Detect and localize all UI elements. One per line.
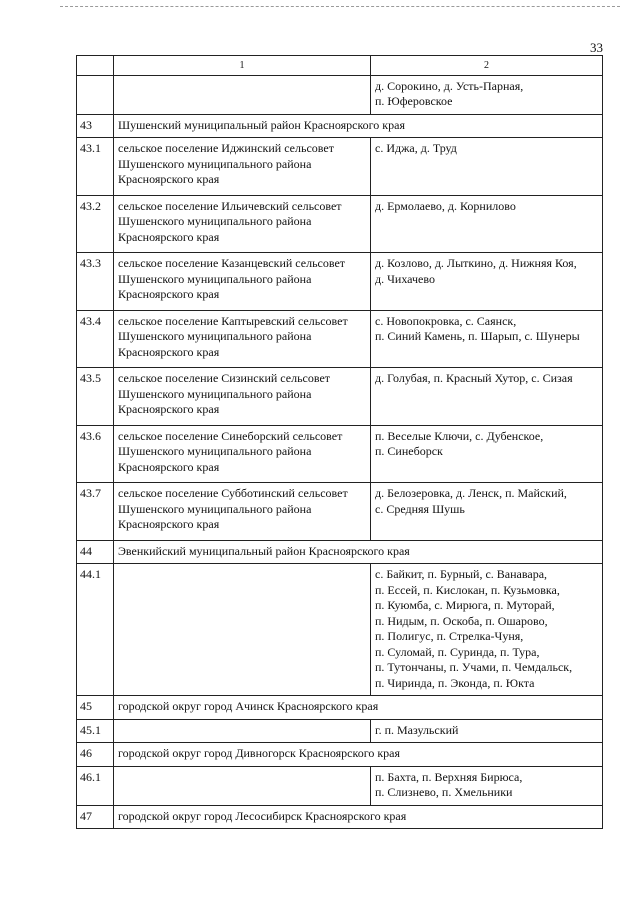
settlement-list-line: д. Белозеровка, д. Ленск, п. Майский, (375, 486, 567, 500)
table-row (77, 483, 603, 541)
settlement-list-line: п. Юферовское (375, 94, 453, 108)
municipality-name-line: Шушенского муниципального района (118, 156, 312, 171)
settlement-list-line: п. Синий Камень, п. Шарып, с. Шунеры (375, 329, 580, 343)
table-row (77, 138, 603, 196)
municipality-name-line: Шушенского муниципального района (118, 271, 312, 286)
municipality-name-line: Красноярского края (118, 344, 220, 359)
settlements-cell (371, 766, 603, 805)
header-cell-col2: 2 (371, 56, 603, 76)
row-number-cell: 43 (77, 114, 114, 138)
municipality-name-cell (114, 564, 371, 696)
settlement-list-line: п. Тутончаны, п. Учами, п. Чемдальск, (375, 660, 573, 674)
settlement-list-line: с. Байкит, п. Бурный, с. Ванавара, (375, 567, 548, 581)
table-row (77, 75, 603, 114)
municipality-name-line: Красноярского края (118, 229, 220, 244)
municipality-heading-cell (114, 805, 603, 829)
municipality-name-line: сельское поселение Субботинский сельсовет (118, 486, 348, 500)
row-number-cell: 47 (77, 805, 114, 829)
settlement-list-line: д. Козлово, д. Лыткино, д. Нижняя Коя, (375, 256, 577, 270)
municipality-heading-cell (114, 540, 603, 564)
table-row (77, 540, 603, 564)
page-number: 33 (590, 40, 603, 55)
table-row (77, 114, 603, 138)
settlements-cell (371, 368, 603, 426)
row-number-cell: 43.3 (77, 253, 114, 311)
settlement-list-line: п. Веселые Ключи, с. Дубенское, (375, 428, 544, 443)
table-row (77, 696, 603, 720)
header-cell-number (77, 56, 114, 76)
row-number-cell: 46 (77, 743, 114, 767)
municipality-name-line: Красноярского края (118, 172, 220, 186)
settlements-cell (371, 138, 603, 196)
row-number-cell: 45 (77, 696, 114, 720)
municipality-name-line: сельское поселение Каптыревский сельсовет (118, 313, 348, 328)
row-number-cell: 44 (77, 540, 114, 564)
municipality-name-line: Красноярского края (118, 459, 220, 474)
row-number-cell (77, 75, 114, 114)
municipality-name-line: городской округ город Ачинск Красноярского края (118, 699, 379, 713)
municipality-name-line: сельское поселение Ильичевский сельсовет (118, 198, 342, 213)
settlement-list-line: п. Синеборск (375, 444, 443, 458)
settlement-list-line: п. Полигус, п. Стрелка-Чуня, (375, 629, 524, 643)
municipality-name-line: сельское поселение Иджинский сельсовет (118, 141, 334, 155)
municipality-heading-cell (114, 114, 603, 138)
settlements-cell (371, 310, 603, 368)
settlement-list-line: г. п. Мазульский (375, 722, 459, 737)
municipality-name-cell (114, 310, 371, 368)
row-number-cell: 43.6 (77, 425, 114, 483)
table-row (77, 805, 603, 829)
settlement-list-line: п. Суломай, п. Суринда, п. Тура, (375, 644, 540, 659)
settlement-list-line: д. Голубая, п. Красный Хутор, с. Сизая (375, 371, 573, 385)
municipality-name-line: Шушенского муниципального района (118, 214, 312, 228)
table-header-row (77, 56, 603, 76)
table-row (77, 564, 603, 696)
row-number-cell: 44.1 (77, 564, 114, 696)
municipality-name-line: Шушенского муниципального района (118, 501, 312, 516)
settlements-cell (371, 564, 603, 696)
settlements-table (76, 55, 603, 829)
settlements-cell (371, 253, 603, 311)
settlements-cell (371, 425, 603, 483)
settlement-list-line: п. Ессей, п. Кислокан, п. Кузьмовка, (375, 582, 560, 597)
settlement-list-line: с. Иджа, д. Труд (375, 141, 457, 155)
settlement-list-line: п. Куюмба, с. Мирюга, п. Муторай, (375, 598, 555, 612)
municipality-name-line: Красноярского края (118, 287, 220, 301)
row-number-cell: 43.7 (77, 483, 114, 541)
row-number-cell: 43.2 (77, 195, 114, 253)
municipality-name-cell (114, 195, 371, 253)
row-number-cell: 43.1 (77, 138, 114, 196)
row-number-cell: 43.5 (77, 368, 114, 426)
top-dashed-rule (60, 6, 620, 7)
settlements-cell (371, 719, 603, 743)
municipality-name-cell (114, 368, 371, 426)
municipality-name-cell (114, 253, 371, 311)
settlements-cell (371, 483, 603, 541)
table-row (77, 719, 603, 743)
municipality-name-line: сельское поселение Сизинский сельсовет (118, 371, 331, 385)
settlement-list-line: д. Сорокино, д. Усть-Парная, (375, 78, 524, 93)
table-row (77, 253, 603, 311)
table-row (77, 368, 603, 426)
municipality-name-line: городской округ город Лесосибирск Красноярского края (118, 808, 407, 823)
municipality-name-cell (114, 138, 371, 196)
row-number-cell: 46.1 (77, 766, 114, 805)
municipality-name-line: Красноярского края (118, 517, 220, 531)
municipality-name-cell (114, 75, 371, 114)
municipality-name-cell (114, 483, 371, 541)
settlement-list-line: д. Чихачево (375, 271, 435, 286)
settlement-list-line: п. Бахта, п. Верхняя Бирюса, (375, 769, 523, 784)
municipality-name-line: сельское поселение Казанцевский сельсовет (118, 256, 346, 270)
settlement-list-line: д. Ермолаево, д. Корнилово (375, 198, 516, 213)
municipality-heading-cell (114, 743, 603, 767)
settlement-list-line: п. Слизнево, п. Хмельники (375, 785, 513, 799)
municipality-heading-cell (114, 696, 603, 720)
row-number-cell: 45.1 (77, 719, 114, 743)
municipality-name-line: Шушенского муниципального района (118, 444, 312, 458)
table-row (77, 425, 603, 483)
table-row (77, 766, 603, 805)
settlements-cell (371, 75, 603, 114)
header-cell-col1: 1 (114, 56, 371, 76)
municipality-name-line: Эвенкийский муниципальный район Красноярского края (118, 543, 410, 558)
municipality-name-cell (114, 425, 371, 483)
settlement-list-line: п. Чиринда, п. Эконда, п. Юкта (375, 675, 535, 690)
municipality-name-line: Шушенский муниципальный район Красноярского края (118, 117, 405, 132)
municipality-name-line: сельское поселение Синеборский сельсовет (118, 428, 343, 443)
municipality-name-line: Шушенского муниципального района (118, 386, 312, 401)
municipality-name-cell (114, 766, 371, 805)
municipality-name-line: Шушенского муниципального района (118, 329, 312, 343)
table-row (77, 743, 603, 767)
table-row (77, 310, 603, 368)
settlements-cell (371, 195, 603, 253)
settlement-list-line: п. Нидым, п. Оскоба, п. Ошарово, (375, 613, 548, 628)
municipality-name-line: Красноярского края (118, 402, 220, 416)
municipality-name-line: городской округ город Дивногорск Красноярского края (118, 746, 401, 760)
table-row (77, 195, 603, 253)
settlement-list-line: с. Средняя Шушь (375, 501, 465, 516)
settlement-list-line: с. Новопокровка, с. Саянск, (375, 313, 517, 328)
row-number-cell: 43.4 (77, 310, 114, 368)
municipality-name-cell (114, 719, 371, 743)
